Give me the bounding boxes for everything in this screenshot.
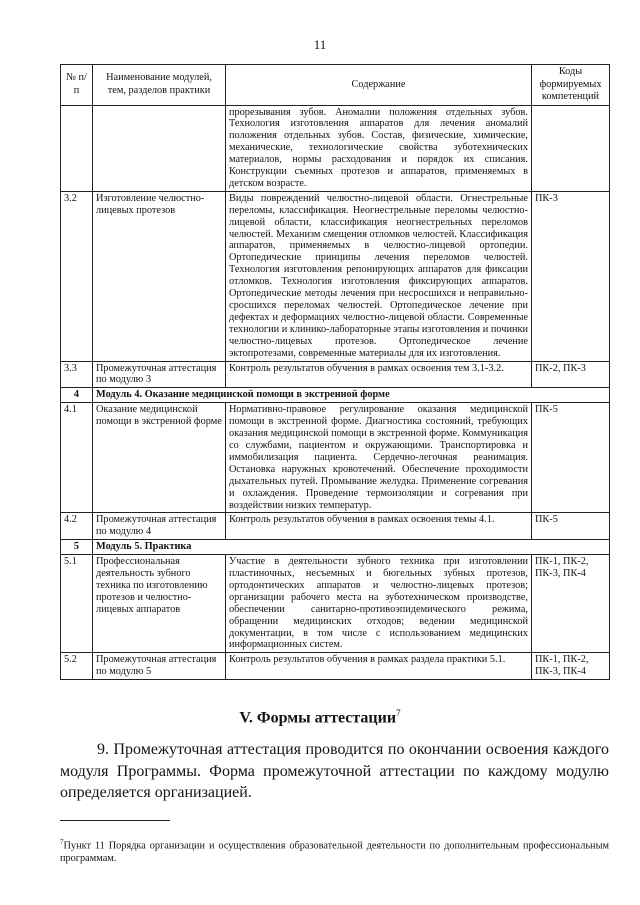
row-competency-codes: ПК-1, ПК-2, ПК-3, ПК-4 bbox=[532, 653, 610, 680]
row-competency-codes: ПК-5 bbox=[532, 403, 610, 513]
row-number: 4.1 bbox=[61, 403, 93, 513]
row-content: Участие в деятельности зубного техника при изготовлении пластиночных, несъемных и бюгельных зубных протезов, ортодонтических аппаратов и челюстно-лицевых протезов; организации рабочего места на зуботехническом производстве, обеспечении санитарно-противоэпидемического режима, обращении медицинских отходов; ведении медицинской документации, в том числе с использованием медицинских информационных систем. bbox=[226, 555, 532, 653]
module-title: Модуль 4. Оказание медицинской помощи в экстренной форме bbox=[93, 388, 610, 403]
module-row bbox=[61, 388, 610, 403]
row-topic-name: Промежуточная аттестация по модулю 5 bbox=[93, 653, 226, 680]
row-competency-codes: ПК-5 bbox=[532, 513, 610, 540]
row-number: 5.1 bbox=[61, 555, 93, 653]
header-module-name: Наименование модулей, тем, разделов практики bbox=[93, 65, 226, 106]
row-number: 3.2 bbox=[61, 191, 93, 361]
table-row bbox=[61, 513, 610, 540]
table-row bbox=[61, 555, 610, 653]
row-competency-codes: ПК-2, ПК-3 bbox=[532, 361, 610, 388]
row-content: прорезывания зубов. Аномалии положения отдельных зубов. Технология изготовления аппаратов для лечения аномалий положения отдельных зубов. Состав, физические, химические, механические, технологические свойства зуботехнических материалов, нормы расходования и порядок их списания. Конструкции съемных протезов и аппаратов, применяемых в детском возрасте. bbox=[226, 105, 532, 191]
row-number: 4.2 bbox=[61, 513, 93, 540]
module-number: 4 bbox=[61, 388, 93, 403]
table-body bbox=[61, 105, 610, 680]
footnote-marker: 7 bbox=[60, 838, 64, 846]
footnote bbox=[60, 836, 609, 865]
header-number: № п/п bbox=[61, 65, 93, 106]
table-row bbox=[61, 361, 610, 388]
module-title: Модуль 5. Практика bbox=[93, 540, 610, 555]
row-number bbox=[61, 105, 93, 191]
body-paragraph: 9. Промежуточная аттестация проводится по окончании освоения каждого модуля Программы. Форма промежуточной аттестации по каждому модулю определяется организацией. bbox=[60, 741, 609, 801]
row-topic-name: Промежуточная аттестация по модулю 3 bbox=[93, 361, 226, 388]
row-number: 3.3 bbox=[61, 361, 93, 388]
row-topic-name: Промежуточная аттестация по модулю 4 bbox=[93, 513, 226, 540]
page-number: 11 bbox=[313, 37, 327, 52]
module-row bbox=[61, 540, 610, 555]
row-number: 5.2 bbox=[61, 653, 93, 680]
section-title-footnote-ref: 7 bbox=[396, 708, 401, 718]
table-row bbox=[61, 105, 610, 191]
row-topic-name bbox=[93, 105, 226, 191]
header-competency-codes: Коды формируемых компетенций bbox=[532, 65, 610, 106]
row-topic-name: Профессиональная деятельность зубного техника по изготовлению протезов и челюстно-лицевых аппаратов bbox=[93, 555, 226, 653]
row-content: Контроль результатов обучения в рамках освоения тем 3.1-3.2. bbox=[226, 361, 532, 388]
table-row bbox=[61, 191, 610, 361]
row-content: Виды повреждений челюстно-лицевой области. Огнестрельные переломы, классификация. Неогнестрельные переломы челюстно-лицевой области, классификация неогнестрельных переломов челюстей. Механизм смещения отломков челюстей. Классификация аппаратов, применяемых в челюстно-лицевой ортопедии. Ортопедические принципы лечения переломов челюстей. Технология изготовления репонирующих аппаратов для фиксации отломков. Технология изготовления фиксирующих аппаратов. Ортопедические методы лечения при несросшихся и неправильно-сросшихся переломах челюстей. Ортопедическое лечение при дефектах и деформациях челюстно-лицевой области. Современные технологии и клинико-лабораторные этапы изготовления и починки челюстно-лицевых протезов. Ортопедическое лечение эктопротезами, современные материалы для их изготовления. bbox=[226, 191, 532, 361]
row-competency-codes bbox=[532, 105, 610, 191]
table-row bbox=[61, 653, 610, 680]
table-header-row bbox=[61, 65, 610, 106]
header-content: Содержание bbox=[226, 65, 532, 106]
row-topic-name: Оказание медицинской помощи в экстренной форме bbox=[93, 403, 226, 513]
table-row bbox=[61, 403, 610, 513]
row-competency-codes: ПК-1, ПК-2, ПК-3, ПК-4 bbox=[532, 555, 610, 653]
section-title-text: V. Формы аттестации bbox=[239, 709, 397, 727]
row-competency-codes: ПК-3 bbox=[532, 191, 610, 361]
footnote-text: Пункт 11 Порядка организации и осуществления образовательной деятельности по дополнительным профессиональным программам. bbox=[60, 840, 609, 864]
section-title bbox=[0, 708, 640, 727]
row-topic-name: Изготовление челюстно-лицевых протезов bbox=[93, 191, 226, 361]
module-number: 5 bbox=[61, 540, 93, 555]
row-content: Контроль результатов обучения в рамках раздела практики 5.1. bbox=[226, 653, 532, 680]
curriculum-table bbox=[60, 64, 610, 680]
row-content: Контроль результатов обучения в рамках освоения темы 4.1. bbox=[226, 513, 532, 540]
row-content: Нормативно-правовое регулирование оказания медицинской помощи в экстренной форме. Диагностика состояний, требующих оказания медицинской помощи в экстренной форме. Коммуникация со службами, пациентом и окружающими. Транспортировка и иммобилизация пациента. Сердечно-легочная реанимация. Остановка наружных кровотечений. Обеспечение проходимости дыхательных путей. Промывание желудка. Применение согревания и охлаждения. Проведение термоизоляции и согревания при воздействии низких температур. bbox=[226, 403, 532, 513]
footnote-separator bbox=[60, 820, 170, 821]
